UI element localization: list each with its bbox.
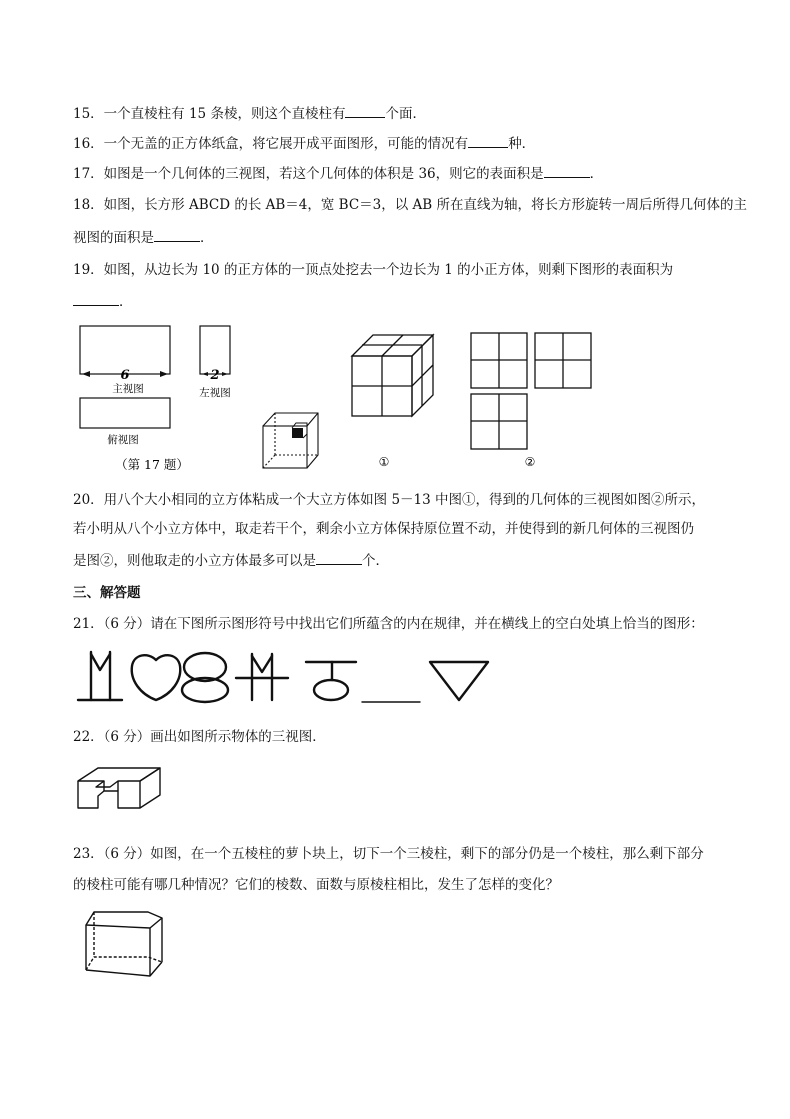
- q16-text: 16．一个无盖的正方体纸盒，将它展开成平面图形，可能的情况有: [73, 136, 469, 152]
- question-19-line1: 19．如图，从边长为 10 的正方体的一顶点处挖去一个边长为 1 的小正方体，则剩下图形的表面积为: [73, 262, 674, 278]
- section-heading: 三、解答题: [73, 585, 141, 601]
- question-21: 21．（6 分）请在下图所示图形符号中找出它们所蕴含的内在规律，并在横线上的空白处填上恰当的图形：: [73, 616, 704, 632]
- left-view-dimension: 2: [210, 368, 220, 383]
- question-20-line1: 20．用八个大小相同的立方体粘成一个大立方体如图 5－13 中图①，得到的几何体的三视图如图②所示，: [73, 492, 706, 508]
- q15-text: 15．一个直棱柱有 15 条棱，则这个直棱柱有: [73, 106, 346, 122]
- q20-tail: 个．: [362, 553, 389, 569]
- q18-text: 视图的面积是: [73, 230, 154, 246]
- q17-text: 17．如图是一个几何体的三视图，若这个几何体的体积是 36，则它的表面积是: [73, 166, 544, 182]
- front-view-dimension: 6: [120, 368, 130, 383]
- question-23-line1: 23．（6 分）如图，在一个五棱柱的萝卜块上，切下一个三棱柱，剩下的部分仍是一个棱柱，那么剩下部分: [73, 846, 704, 862]
- figure-20-label-2: ②: [524, 455, 536, 469]
- front-view-label: 主视图: [112, 383, 144, 395]
- left-view-label: 左视图: [199, 387, 231, 399]
- question-20-line2: 若小明从八个小立方体中，取走若干个，剩余小立方体保持原位置不动，并使得到的新几何体的三视图仍: [73, 521, 694, 537]
- question-18-line1: 18．如图，长方形 ABCD 的长 AB＝4，宽 BC＝3，以 AB 所在直线为轴，将长方形旋转一周后所得几何体的主: [73, 197, 748, 213]
- q19-tail: ．: [119, 294, 133, 310]
- prism-top-face: [86, 912, 162, 928]
- q18-tail: ．: [200, 230, 214, 246]
- q17-tail: ．: [589, 166, 604, 182]
- question-23-line2: 的棱柱可能有哪几种情况？它们的棱数、面数与原棱柱相比，发生了怎样的变化？: [73, 877, 559, 893]
- top-view-label: 俯视图: [107, 434, 139, 446]
- q16-tail: 种．: [508, 136, 536, 152]
- q20-text: 是图②，则他取走的小立方体最多可以是: [73, 553, 316, 569]
- question-22: 22．（6 分）画出如图所示物体的三视图．: [73, 729, 326, 745]
- figure-20-label-1: ①: [378, 455, 390, 469]
- figure-17-caption: （第 17 题）: [115, 457, 189, 472]
- q15-tail: 个面．: [385, 106, 426, 122]
